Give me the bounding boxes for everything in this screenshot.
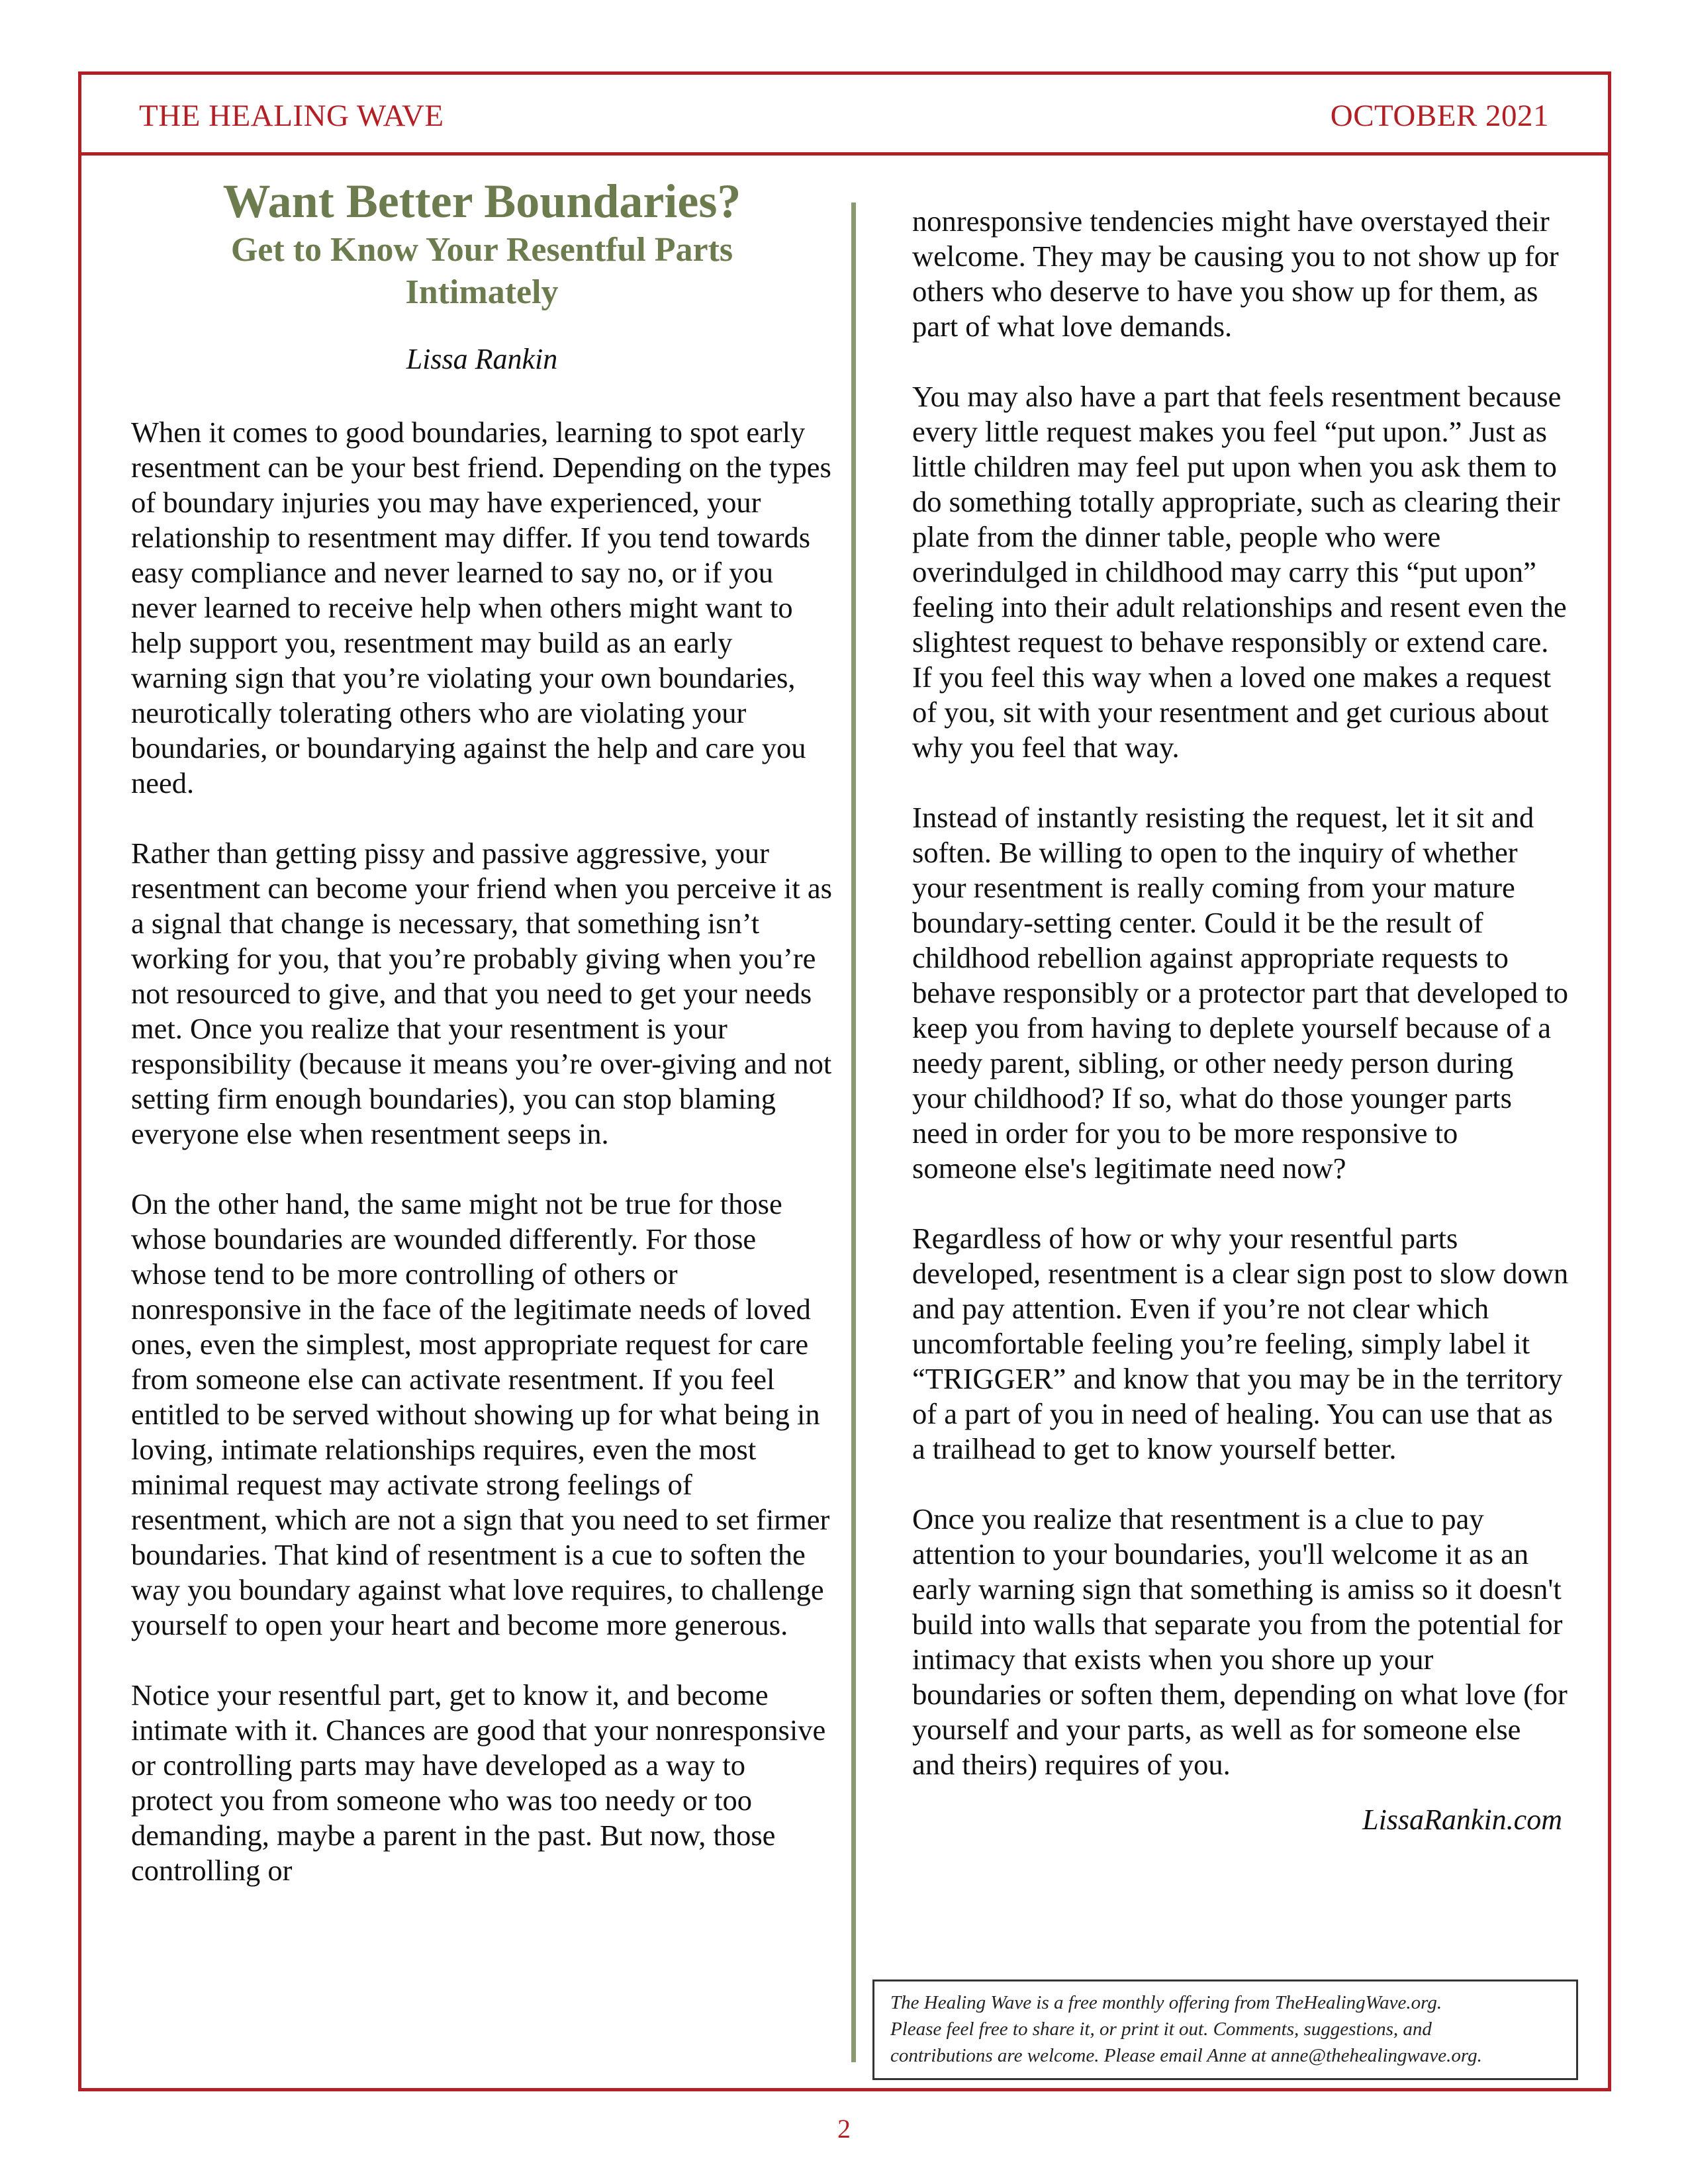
article-author: Lissa Rankin [406, 343, 558, 375]
notice-line: The Healing Wave is a free monthly offering from TheHealingWave.org. [890, 1992, 1442, 2013]
body-paragraph: When it comes to good boundaries, learning to spot early resentment can be your best friend. Depending on the types of boundary injuries you may have experienced, your relationship to resentment may differ. If you tend towards easy compliance and never learned to say no, or if you never learned to receive help when others might want to help support you, resentment may build as an early warning sign that you’re violating your own boundaries, neurotically tolerating others who are violating your boundaries, or boundarying against the help and care you need. [131, 416, 831, 799]
newsletter-name: THE HEALING WAVE [139, 99, 444, 133]
newsletter-notice [872, 1979, 1578, 2080]
page-number: 2 [837, 2114, 851, 2144]
body-paragraph: Rather than getting pissy and passive aggressive, your resentment can become your friend when you perceive it as a signal that change is necessary, that something isn’t working for you, that you’re probably giving when you’re not resourced to give, and that you need to get your needs met. Once you realize that your resentment is your responsibility (because it means you’re over-giving and not setting firm enough boundaries), you can stop blaming everyone else when resentment seeps in. [131, 837, 832, 1150]
header-divider [78, 152, 1611, 156]
article-subtitle [131, 229, 833, 314]
notice-line: contributions are welcome. Please email Anne at anne@thehealingwave.org. [890, 2045, 1482, 2066]
article-subtitle-line2: Intimately [405, 273, 559, 311]
notice-line: Please feel free to share it, or print it out. Comments, suggestions, and [890, 2019, 1432, 2040]
body-paragraph: You may also have a part that feels resentment because every little request makes you feel “put upon.” Just as little children may feel put upon when you ask them to do something totally appropriate, such as clearing their plate from the dinner table, people who were overindulged in childhood may carry this “put upon” feeling into their adult relationships and resent even the slightest request to behave responsibly or extend care. If you feel this way when a loved one makes a request of you, sit with your resentment and get curious about why you feel that way. [912, 380, 1567, 764]
column-divider [851, 203, 856, 2062]
issue-date: OCTOBER 2021 [1330, 99, 1549, 133]
left-column [131, 173, 833, 1888]
body-paragraph: Regardless of how or why your resentful parts developed, resentment is a clear sign post to slow down and pay attention. Even if you’re not clear which uncomfortable feeling you’re feeling, simply label it “TRIGGER” and know that you may be in the territory of a part of you in need of healing. You can use that as a trailhead to get to know yourself better. [912, 1222, 1569, 1465]
body-paragraph: Notice your resentful part, get to know it, and become intimate with it. Chances are good that your nonresponsive or controlling parts may have developed as a way to protect you from someone who was too needy or too demanding, maybe a parent in the past. But now, those controlling or [131, 1678, 826, 1887]
body-paragraph: Once you realize that resentment is a clue to pay attention to your boundaries, you'll welcome it as an early warning sign that something is amiss so it doesn't build into walls that separate you from the potential for intimacy that exists when you shore up your boundaries or soften them, depending on what love (for yourself and your parts, as well as for someone else and theirs) requires of you. [912, 1502, 1568, 1781]
body-paragraph: Instead of instantly resisting the request, let it sit and soften. Be willing to open to the inquiry of whether your resentment is really coming from your mature boundary-setting center. Could it be the result of childhood rebellion against appropriate requests to behave responsibly or a protector part that developed to keep you from having to deplete yourself because of a needy parent, sibling, or other needy person during your childhood? If so, what do those younger parts need in order for you to be more responsive to someone else's legitimate need now? [912, 801, 1569, 1185]
body-paragraph: nonresponsive tendencies might have overstayed their welcome. They may be causing you to not show up for others who deserve to have you show up for them, as part of what love demands. [912, 205, 1559, 343]
body-paragraph: On the other hand, the same might not be true for those whose boundaries are wounded differently. For those whose tend to be more controlling of others or nonresponsive in the face of the legitimate needs of loved ones, even the simplest, most appropriate request for care from someone else can activate resentment. If you feel entitled to be served without showing up for what being in loving, intimate relationships requires, even the most minimal request may activate strong feelings of resentment, which are not a sign that you need to set firmer boundaries. That kind of resentment is a cue to soften the way you boundary against what love requires, to challenge yourself to open your heart and become more generous. [131, 1187, 830, 1641]
right-column [912, 204, 1569, 1837]
article-title: Want Better Boundaries? [222, 175, 741, 228]
article-subtitle-line1: Get to Know Your Resentful Parts [230, 231, 733, 269]
author-website: LissaRankin.com [1362, 1803, 1562, 1836]
